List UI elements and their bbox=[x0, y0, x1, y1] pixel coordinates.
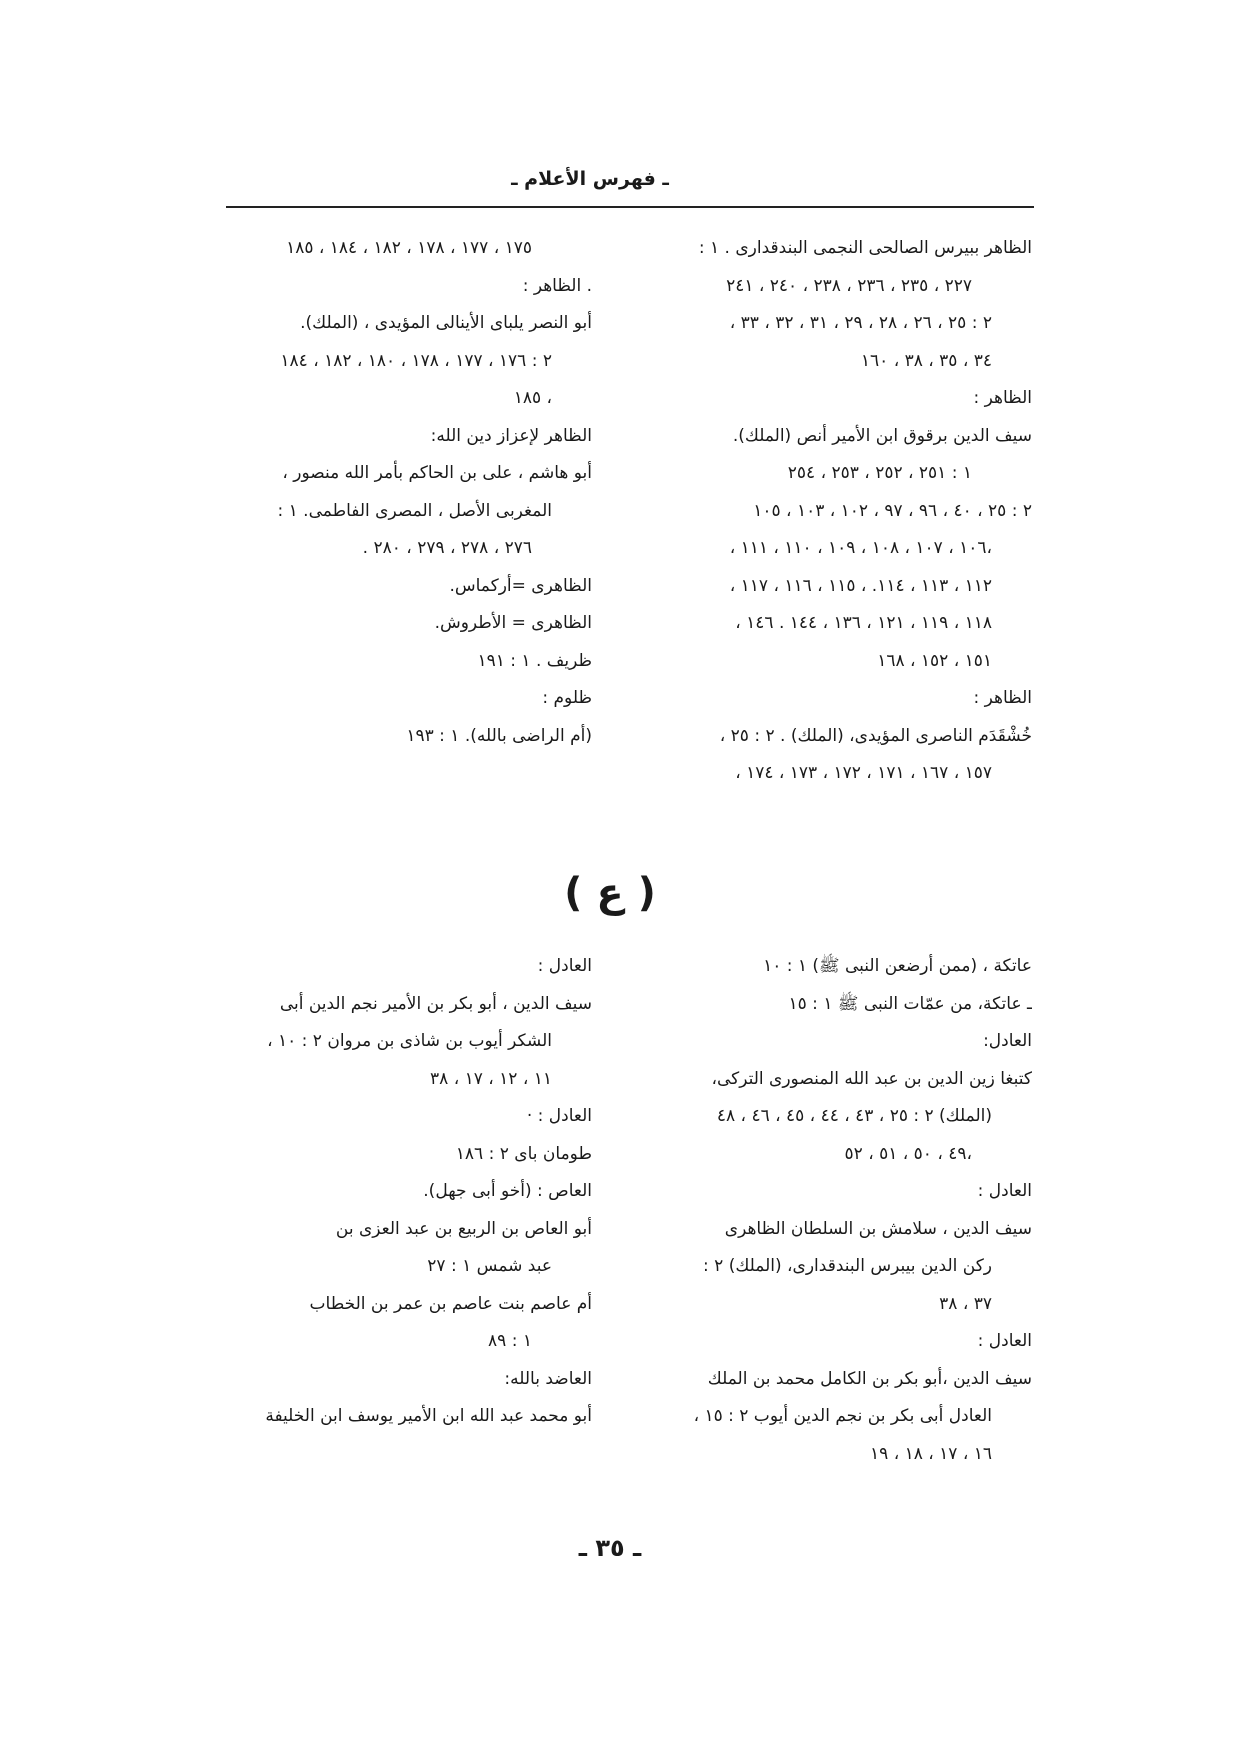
index-entry-line: ١٦ ، ١٧ ، ١٨ ، ١٩ bbox=[870, 1443, 992, 1464]
index-entry-line: الظاهرى = الأطروش. bbox=[434, 613, 592, 633]
page-number: ـ ٣٥ ـ bbox=[578, 1534, 642, 1562]
index-entry-line: . الظاهر : bbox=[522, 275, 592, 296]
index-entry-line: ١ : ٨٩ bbox=[488, 1331, 532, 1351]
index-entry-line: ـ عاتكة، من عمّات النبى ﷺ ١ : ١٥ bbox=[788, 993, 1032, 1014]
index-entry-line: ،١٠٦ ، ١٠٧ ، ١٠٨ ، ١٠٩ ، ١١٠ ، ١١١ ، bbox=[729, 538, 992, 558]
index-entry-line: سيف الدين برقوق ابن الأمير أنص (الملك). bbox=[732, 425, 1032, 446]
index-entry-line: العادل : bbox=[977, 1181, 1032, 1201]
index-entry-line: سيف الدين ،أبو بكر بن الكامل محمد بن الملك bbox=[707, 1368, 1032, 1389]
index-entry-line: الشكر أيوب بن شاذى بن مروان ٢ : ١٠ ، bbox=[267, 1031, 552, 1051]
index-entry-line: ١٥١ ، ١٥٢ ، ١٦٨ bbox=[877, 650, 992, 671]
letter-section-heading: ( ع ) bbox=[564, 870, 656, 916]
index-column-bottom-left bbox=[172, 948, 592, 1436]
index-entry-line: العادل : bbox=[537, 956, 592, 976]
index-entry-line: ، ١٨٥ bbox=[513, 388, 552, 408]
index-entry-line: أبو محمد عبد الله ابن الأمير يوسف ابن الخليفة bbox=[265, 1406, 592, 1426]
running-header-title: ـ فهرس الأعلام ـ bbox=[511, 168, 669, 190]
index-entry-line: ١٧٥ ، ١٧٧ ، ١٧٨ ، ١٨٢ ، ١٨٤ ، ١٨٥ bbox=[286, 238, 532, 258]
index-entry-line: ٢ : ١٧٦ ، ١٧٧ ، ١٧٨ ، ١٨٠ ، ١٨٢ ، ١٨٤ bbox=[280, 350, 552, 371]
index-entry-line: العادل : · bbox=[526, 1106, 592, 1126]
index-entry-line: سيف الدين ، سلامش بن السلطان الظاهرى bbox=[724, 1218, 1032, 1239]
index-entry-line: أبو هاشم ، على بن الحاكم بأمر الله منصور ، bbox=[282, 463, 592, 483]
index-entry-line: ١٥٧ ، ١٦٧ ، ١٧١ ، ١٧٢ ، ١٧٣ ، ١٧٤ ، bbox=[735, 763, 992, 783]
index-entry-line: ١ : ٢٥١ ، ٢٥٢ ، ٢٥٣ ، ٢٥٤ bbox=[787, 463, 972, 483]
index-entry-line: المغربى الأصل ، المصرى الفاطمى. ١ : bbox=[277, 500, 552, 521]
index-entry-line: سيف الدين ، أبو بكر بن الأمير نجم الدين أبى bbox=[279, 993, 592, 1014]
index-entry-line: ٢٧٦ ، ٢٧٨ ، ٢٧٩ ، ٢٨٠ . bbox=[362, 538, 532, 558]
index-column-top-left bbox=[172, 230, 592, 755]
index-entry-line: أبو العاص بن الربيع بن عبد العزى بن bbox=[335, 1218, 592, 1239]
index-entry-line: أبو النصر يلباى الأينالى المؤيدى ، (الملك). bbox=[300, 313, 592, 333]
index-entry-line: الظاهر لإعزاز دين الله: bbox=[430, 425, 592, 446]
index-entry-line: ظلوم : bbox=[542, 688, 592, 708]
index-entry-line: الظاهر : bbox=[973, 688, 1032, 708]
index-entry-line: ٣٧ ، ٣٨ bbox=[939, 1293, 992, 1314]
index-entry-line: عاتكة ، (ممن أرضعن النبى ﷺ) ١ : ١٠ bbox=[763, 956, 1032, 976]
index-column-bottom-right bbox=[617, 948, 1032, 1473]
index-entry-line: ركن الدين بيبرس البندقدارى، (الملك) ٢ : bbox=[703, 1256, 992, 1276]
index-entry-line: ١١٨ ، ١١٩ ، ١٢١ ، ١٣٦ ، ١٤٤ . ١٤٦ ، bbox=[735, 613, 992, 633]
index-entry-line: ٢ : ٢٥ ، ٤٠ ، ٩٦ ، ٩٧ ، ١٠٢ ، ١٠٣ ، ١٠٥ bbox=[753, 500, 1032, 521]
index-entry-line: (أم الراضى بالله). ١ : ١٩٣ bbox=[406, 725, 592, 746]
index-entry-line: الظاهر ببيرس الصالحى النجمى البندقدارى . ١ : bbox=[698, 238, 1032, 258]
index-entry-line: العاضد بالله: bbox=[504, 1368, 592, 1389]
index-column-top-right bbox=[617, 230, 1032, 793]
index-entry-line: عبد شمس ١ : ٢٧ bbox=[427, 1256, 552, 1276]
index-entry-line: (الملك) ٢ : ٢٥ ، ٤٣ ، ٤٤ ، ٤٥ ، ٤٦ ، ٤٨ bbox=[716, 1106, 992, 1126]
index-entry-line: العادل : bbox=[977, 1331, 1032, 1351]
header-divider bbox=[226, 206, 1034, 208]
index-entry-line: ٣٤ ، ٣٥ ، ٣٨ ، ١٦٠ bbox=[860, 350, 992, 371]
index-entry-line: ١١٢ ، ١١٣ ، ١١٤. ، ١١٥ ، ١١٦ ، ١١٧ ، bbox=[729, 575, 992, 596]
index-entry-line: ،٤٩ ، ٥٠ ، ٥١ ، ٥٢ bbox=[844, 1143, 972, 1164]
index-entry-line: العادل أبى بكر بن نجم الدين أيوب ٢ : ١٥ ، bbox=[693, 1406, 992, 1426]
index-entry-line: الظاهر : bbox=[973, 388, 1032, 408]
index-entry-line: ظريف . ١ : ١٩١ bbox=[477, 650, 592, 671]
index-entry-line: ٢ : ٢٥ ، ٢٦ ، ٢٨ ، ٢٩ ، ٣١ ، ٣٢ ، ٣٣ ، bbox=[729, 313, 992, 333]
index-entry-line: ١١ ، ١٢ ، ١٧ ، ٣٨ bbox=[430, 1068, 552, 1089]
index-entry-line: أم عاصم بنت عاصم بن عمر بن الخطاب bbox=[309, 1293, 592, 1314]
index-entry-line: كتبغا زين الدين بن عبد الله المنصورى التركى، bbox=[711, 1068, 1032, 1089]
index-entry-line: خُشْقَدَم الناصرى المؤيدى، (الملك) . ٢ : ٢٥ ، bbox=[719, 725, 1032, 746]
index-entry-line: ٢٢٧ ، ٢٣٥ ، ٢٣٦ ، ٢٣٨ ، ٢٤٠ ، ٢٤١ bbox=[726, 275, 972, 296]
index-entry-line: طومان باى ٢ : ١٨٦ bbox=[455, 1143, 592, 1164]
index-entry-line: الظاهرى =أركماس. bbox=[449, 575, 592, 596]
index-entry-line: العاص : (أخو أبى جهل). bbox=[423, 1181, 592, 1201]
index-entry-line: العادل: bbox=[983, 1031, 1032, 1051]
